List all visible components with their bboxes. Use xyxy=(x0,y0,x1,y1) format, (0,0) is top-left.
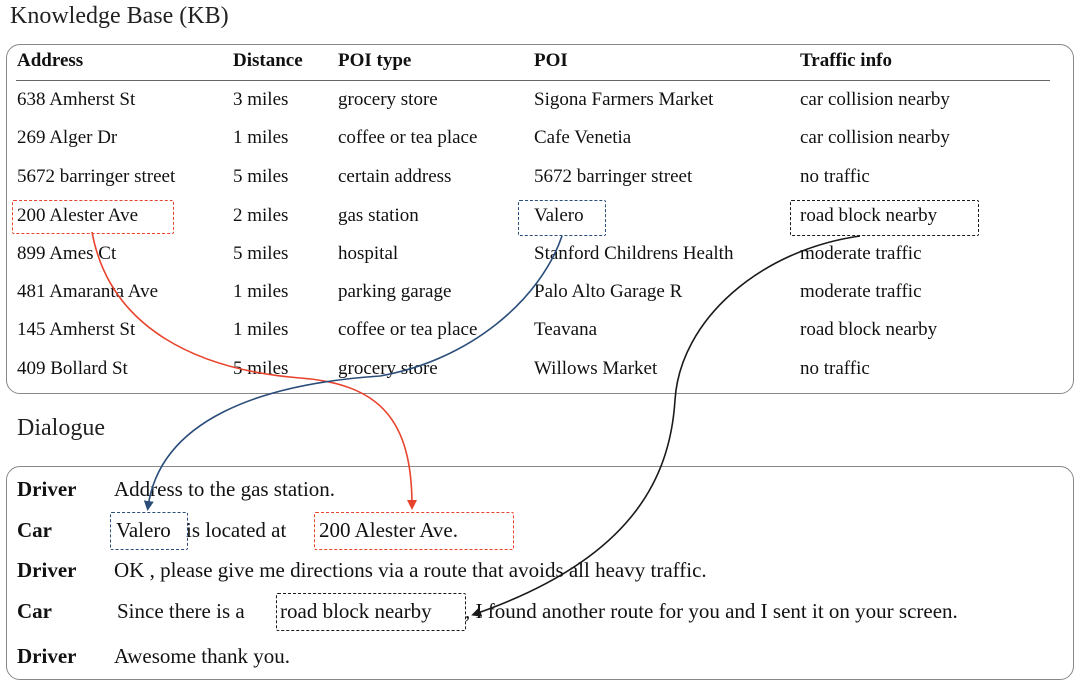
kb-cell: certain address xyxy=(338,166,452,187)
kb-cell: 5 miles xyxy=(233,358,289,379)
kb-cell: parking garage xyxy=(338,281,452,302)
utterance-traffic-mention: road block nearby xyxy=(280,599,432,623)
kb-cell: Sigona Farmers Market xyxy=(534,89,714,110)
kb-cell: 3 miles xyxy=(233,89,289,110)
kb-cell: no traffic xyxy=(800,166,870,187)
kb-cell: Palo Alto Garage R xyxy=(534,281,683,302)
kb-cell: 269 Alger Dr xyxy=(17,127,118,148)
kb-cell: 1 miles xyxy=(233,319,289,340)
kb-cell: 409 Bollard St xyxy=(17,358,128,379)
speaker-label: Driver xyxy=(17,644,77,668)
kb-traffic-highlight-box xyxy=(790,200,979,236)
kb-cell: 481 Amaranta Ave xyxy=(17,281,159,302)
kb-cell: car collision nearby xyxy=(800,127,950,148)
kb-cell: coffee or tea place xyxy=(338,319,478,340)
speaker-label: Car xyxy=(17,518,52,542)
utterance: Since there is a xyxy=(117,599,245,623)
kb-header-poi: POI xyxy=(534,50,568,71)
kb-cell: 1 miles xyxy=(233,281,289,302)
kb-header-traffic-info: Traffic info xyxy=(800,50,892,71)
dialogue-title: Dialogue xyxy=(17,415,105,441)
kb-cell: 5 miles xyxy=(233,166,289,187)
dialogue-traffic-highlight-box xyxy=(276,593,466,631)
speaker-label: Driver xyxy=(17,558,77,582)
kb-address-highlight-box xyxy=(12,200,174,234)
kb-cell: grocery store xyxy=(338,89,438,110)
kb-header-rule xyxy=(16,80,1050,81)
kb-cell: 145 Amherst St xyxy=(17,319,136,340)
dialogue-poi-highlight-box xyxy=(110,512,188,550)
kb-header-distance: Distance xyxy=(233,50,303,71)
kb-cell: moderate traffic xyxy=(800,281,922,302)
kb-cell: 2 miles xyxy=(233,205,289,226)
speaker-label: Driver xyxy=(17,477,77,501)
utterance: OK , please give me directions via a route that avoids all heavy traffic. xyxy=(114,558,707,582)
utterance: Address to the gas station. xyxy=(114,477,336,501)
kb-cell: 899 Ames Ct xyxy=(17,243,117,264)
kb-cell: 1 miles xyxy=(233,127,289,148)
dialogue-address-highlight-box xyxy=(314,512,514,550)
kb-cell-highlighted-poi: Valero xyxy=(534,205,584,226)
kb-cell-highlighted-traffic: road block nearby xyxy=(800,205,938,226)
speaker-label: Car xyxy=(17,599,52,623)
kb-cell: no traffic xyxy=(800,358,870,379)
kb-header-poi-type: POI type xyxy=(338,50,412,71)
kb-cell: road block nearby xyxy=(800,319,938,340)
utterance: Awesome thank you. xyxy=(114,644,290,668)
kb-cell: Teavana xyxy=(534,319,598,340)
kb-cell: hospital xyxy=(338,243,399,264)
kb-cell-highlighted-address: 200 Alester Ave xyxy=(17,205,139,226)
kb-title: Knowledge Base (KB) xyxy=(10,3,229,29)
kb-cell: coffee or tea place xyxy=(338,127,478,148)
kb-cell: Willows Market xyxy=(534,358,658,379)
utterance: is located at xyxy=(186,518,287,542)
utterance: , I found another route for you and I sent it on your screen. xyxy=(465,599,958,623)
kb-cell: car collision nearby xyxy=(800,89,950,110)
kb-cell: 5672 barringer street xyxy=(534,166,693,187)
kb-cell: gas station xyxy=(338,205,419,226)
kb-cell: 5 miles xyxy=(233,243,289,264)
kb-poi-highlight-box xyxy=(518,200,606,236)
utterance-poi-mention: Valero xyxy=(116,518,171,542)
kb-cell: grocery store xyxy=(338,358,438,379)
kb-cell: 5672 barringer street xyxy=(17,166,176,187)
kb-cell: 638 Amherst St xyxy=(17,89,136,110)
kb-cell: Stanford Childrens Health xyxy=(534,243,734,264)
kb-header-address: Address xyxy=(17,50,84,71)
kb-cell: Cafe Venetia xyxy=(534,127,632,148)
utterance-address-mention: 200 Alester Ave. xyxy=(319,518,459,542)
kb-cell: moderate traffic xyxy=(800,243,922,264)
